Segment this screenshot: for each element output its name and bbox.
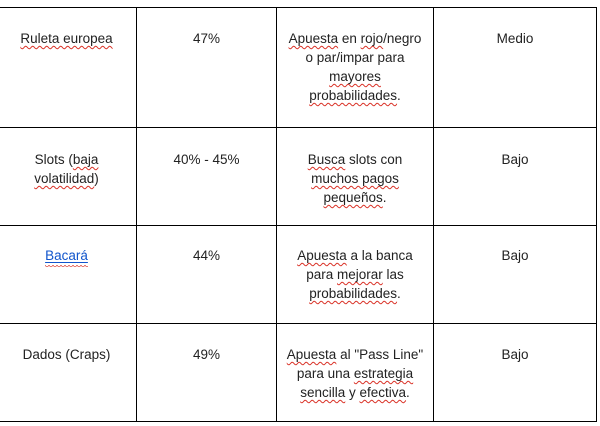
table-row [0, 128, 597, 226]
text-fragment: . [397, 88, 401, 103]
risk-cell[interactable] [434, 324, 597, 422]
game-name [20, 31, 112, 46]
risk-cell[interactable] [434, 226, 597, 324]
tip-cell[interactable] [277, 226, 434, 324]
text-fragment: a la banca para [306, 248, 413, 282]
strategy-tip [289, 31, 422, 103]
strategy-tip [297, 248, 413, 301]
spellcheck-word: efectiva [359, 385, 407, 400]
percent-cell[interactable] [137, 226, 277, 324]
spellcheck-word: Apuesta [286, 347, 337, 362]
spellcheck-word: baja [72, 152, 99, 167]
game-cell[interactable] [0, 8, 137, 128]
game-cell[interactable] [0, 324, 137, 422]
game-cell[interactable] [0, 226, 137, 324]
text-fragment: . [406, 385, 410, 400]
text-fragment: las [382, 267, 404, 282]
strategy-tip [287, 347, 423, 400]
text-fragment: . [382, 190, 387, 205]
percent-cell[interactable] [137, 128, 277, 226]
rtp-percent: 49% [192, 347, 221, 362]
game-cell[interactable] [0, 128, 137, 226]
game-link[interactable]: Bacará [45, 248, 88, 263]
text-fragment: /negro o par/impar para [305, 31, 422, 65]
text-fragment: y [345, 385, 360, 400]
percent-cell[interactable] [137, 8, 277, 128]
spellcheck-word: muchos pagos pequeños [311, 171, 399, 205]
spellcheck-word: mayores probabilidades [309, 69, 398, 103]
spellcheck-word: Apuesta [288, 31, 339, 46]
spellcheck-word: Ruleta europea [20, 31, 113, 46]
rtp-percent: 47% [192, 31, 221, 46]
risk-level: Bajo [501, 152, 529, 167]
spellcheck-word: Apuesta [297, 248, 347, 263]
text-fragment: Dados (Craps) [22, 347, 111, 362]
risk-level: Medio [496, 31, 534, 46]
spellcheck-word: rojo [360, 31, 384, 46]
tip-cell[interactable] [277, 324, 434, 422]
rtp-percent: 40% - 45% [173, 152, 240, 167]
game-name [34, 152, 99, 186]
text-fragment: slots con [345, 152, 403, 167]
spellcheck-word: volatilidad [34, 171, 95, 186]
spellcheck-word: mejorar [337, 267, 383, 282]
spellcheck-underline [45, 265, 88, 268]
spellcheck-word: probabilidades [309, 286, 398, 301]
risk-level: Bajo [501, 248, 529, 263]
game-name [45, 248, 88, 263]
spellcheck-word: estrategia sencilla [300, 366, 414, 400]
table-row [0, 226, 597, 324]
percent-cell[interactable] [137, 324, 277, 422]
text-fragment: Slots ( [34, 152, 73, 167]
text-fragment: . [397, 286, 401, 301]
table-row [0, 8, 597, 128]
text-fragment: en [338, 31, 361, 46]
strategy-tip [308, 152, 403, 205]
risk-level: Bajo [501, 347, 529, 362]
tip-cell[interactable] [277, 8, 434, 128]
tip-cell[interactable] [277, 128, 434, 226]
game-name [23, 347, 111, 362]
rtp-percent: 44% [192, 248, 221, 263]
risk-cell[interactable] [434, 8, 597, 128]
risk-cell[interactable] [434, 128, 597, 226]
spellcheck-word: Busca [307, 152, 346, 167]
text-fragment: al "Pass Line" para una [296, 347, 424, 381]
table-row [0, 324, 597, 422]
text-fragment: ) [94, 171, 99, 186]
casino-games-table [0, 7, 597, 422]
